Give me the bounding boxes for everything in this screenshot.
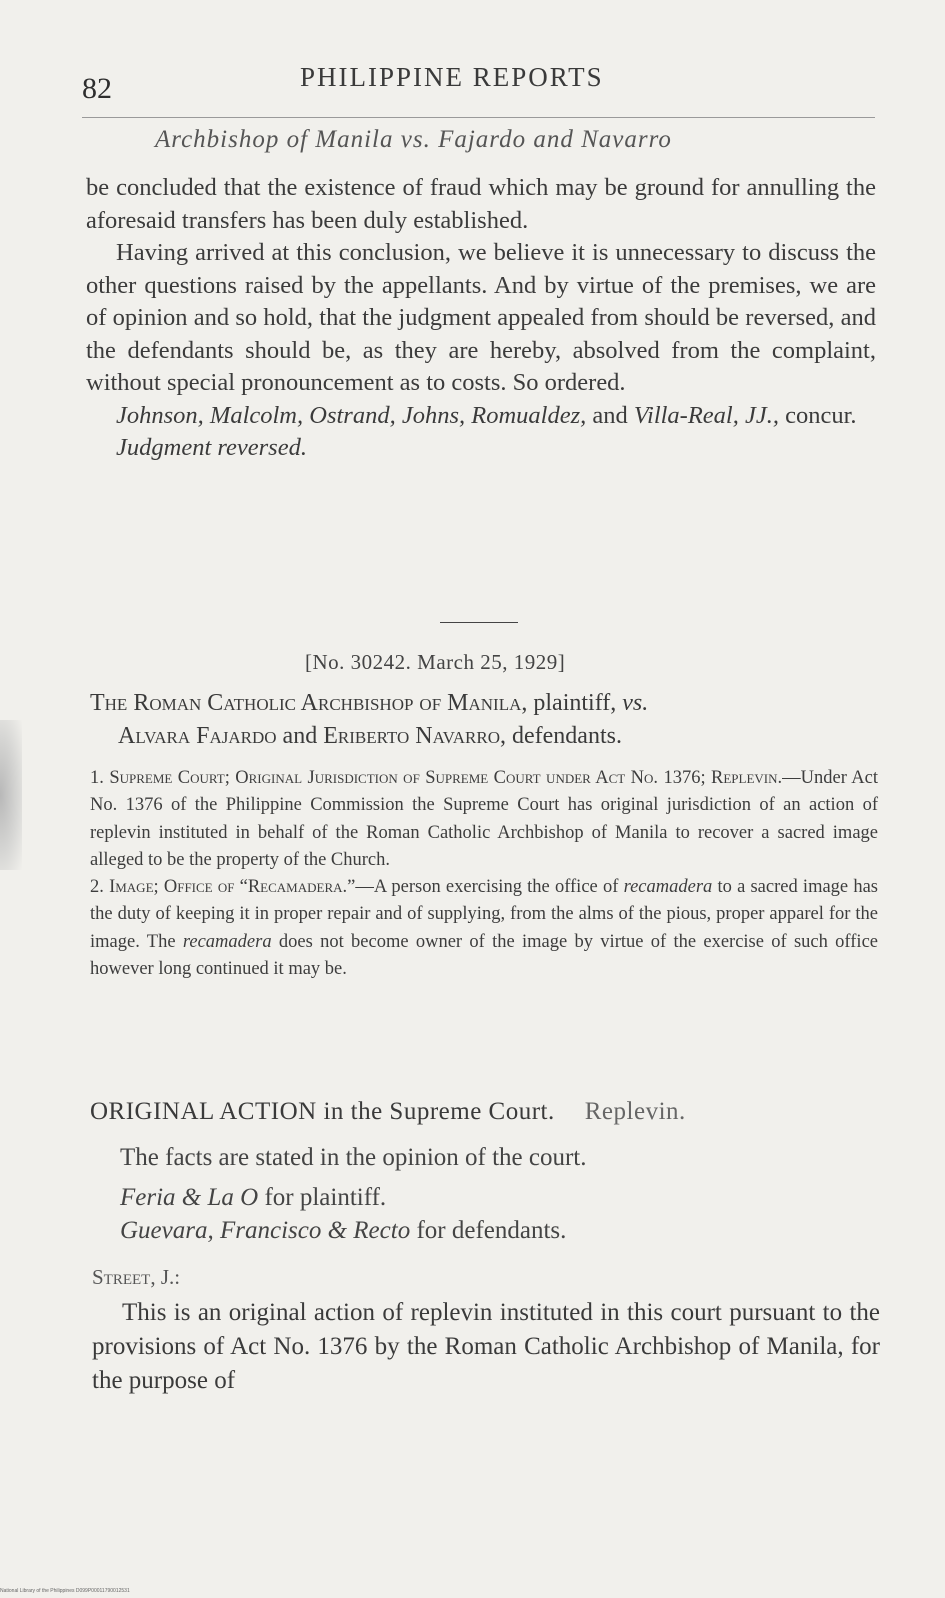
counsel-defendant-role: for defendants. — [416, 1217, 567, 1244]
case-number: [No. 30242. March 25, 1929] — [305, 650, 566, 674]
syllabus-heading: Image; Office of “Recamadera.” — [109, 877, 356, 898]
paragraph-fraud: be concluded that the existence of fraud which may be ground for annulling the aforesaid transfers has been duly established. — [86, 174, 876, 234]
syllabus-text: to a sacred image has the duty of keeping it in proper repair and of supplying, from the alms of the pious, proper apparel for the image. The — [90, 877, 878, 952]
facts-line: The facts are stated in the opinion of the court. — [120, 1144, 587, 1171]
counsel-plaintiff-names: Feria & La O — [120, 1184, 259, 1211]
counsel-defendant-names: Guevara, Francisco & Recto — [120, 1217, 411, 1244]
scan-footer: National Library of the Philippines D099P00011790012531 — [0, 1588, 130, 1594]
disposition: Judgment reversed. — [116, 434, 307, 461]
opinion-first-paragraph: This is an original action of replevin instituted in this court pursuant to the provisions of Act No. 1376 by the Roman Catholic Archbishop of Manila, for the purpose of — [92, 1299, 880, 1394]
counsel-plaintiff-role: for plaintiff. — [264, 1184, 387, 1211]
case-parties — [90, 687, 880, 753]
scan-edge-shadow — [0, 720, 22, 870]
plaintiff-role: plaintiff, — [533, 690, 617, 716]
concur-names: Johnson, Malcolm, Ostrand, Johns, Romualdez, — [116, 401, 587, 429]
concurrence — [86, 400, 876, 433]
term-recamadera: recamadera — [623, 877, 713, 898]
parties-line-2 — [90, 720, 880, 753]
syllabus-number: 2. — [90, 877, 104, 898]
syllabus-text: does not become owner of the image by virtue of the exercise of such office however long continued it may be. — [90, 931, 878, 980]
action-type: Replevin. — [584, 1098, 686, 1125]
header-rule — [82, 117, 875, 118]
term-recamadera: recamadera — [182, 931, 272, 952]
concur-and: and — [592, 401, 628, 429]
syllabus — [90, 765, 878, 983]
syllabus-text: —A person exercising the office of — [355, 877, 624, 898]
section-divider — [440, 622, 518, 623]
defendant-role: defendants. — [512, 723, 622, 749]
syllabus-item — [90, 874, 878, 983]
versus: vs. — [622, 690, 649, 716]
plaintiff-name: The Roman Catholic Archbishop of Manila, — [90, 690, 528, 716]
page-number: 82 — [82, 72, 112, 105]
defendants-and: and — [282, 723, 318, 749]
running-head: Archbishop of Manila vs. Fajardo and Navarro — [155, 126, 672, 153]
concur-word: concur. — [785, 401, 857, 429]
publication-title: PHILIPPINE REPORTS — [300, 62, 604, 92]
opinion-body — [92, 1296, 880, 1398]
counsel-defendant — [120, 1217, 880, 1245]
opinion-conclusion — [86, 172, 876, 465]
syllabus-item — [90, 765, 878, 874]
action-title: ORIGINAL ACTION in the Supreme Court. — [90, 1098, 555, 1125]
counsel-plaintiff — [120, 1184, 880, 1212]
parties-line-1 — [90, 687, 880, 720]
paragraph-conclusion: Having arrived at this conclusion, we believe it is unnecessary to discuss the other questions raised by the appellants. And by virtue of the premises, we are of opinion and so hold, that the judgment appealed from should be reversed, and the defendants should be, as they are hereby, absolved from the complaint, without special pronouncement as to costs. So ordered. — [86, 239, 876, 396]
syllabus-number: 1. — [90, 768, 104, 788]
action-line — [90, 1098, 686, 1126]
syllabus-text: —Under Act No. 1376 of the Philippine Commission the Supreme Court has original jurisdiction of an action of replevin instituted in behalf of the Roman Catholic Archbishop of Manila to recover a sacred image alleged to be the property of the Church. — [90, 768, 878, 870]
opinion-author: Street, J.: — [92, 1265, 181, 1289]
concur-villa: Villa-Real, JJ., — [633, 401, 779, 429]
syllabus-heading: Supreme Court; Original Jurisdiction of Supreme Court under Act No. 1376; Replevin. — [109, 768, 783, 788]
defendant-1: Alvara Fajardo — [118, 723, 277, 749]
defendant-2: Eriberto Navarro, — [323, 723, 506, 749]
